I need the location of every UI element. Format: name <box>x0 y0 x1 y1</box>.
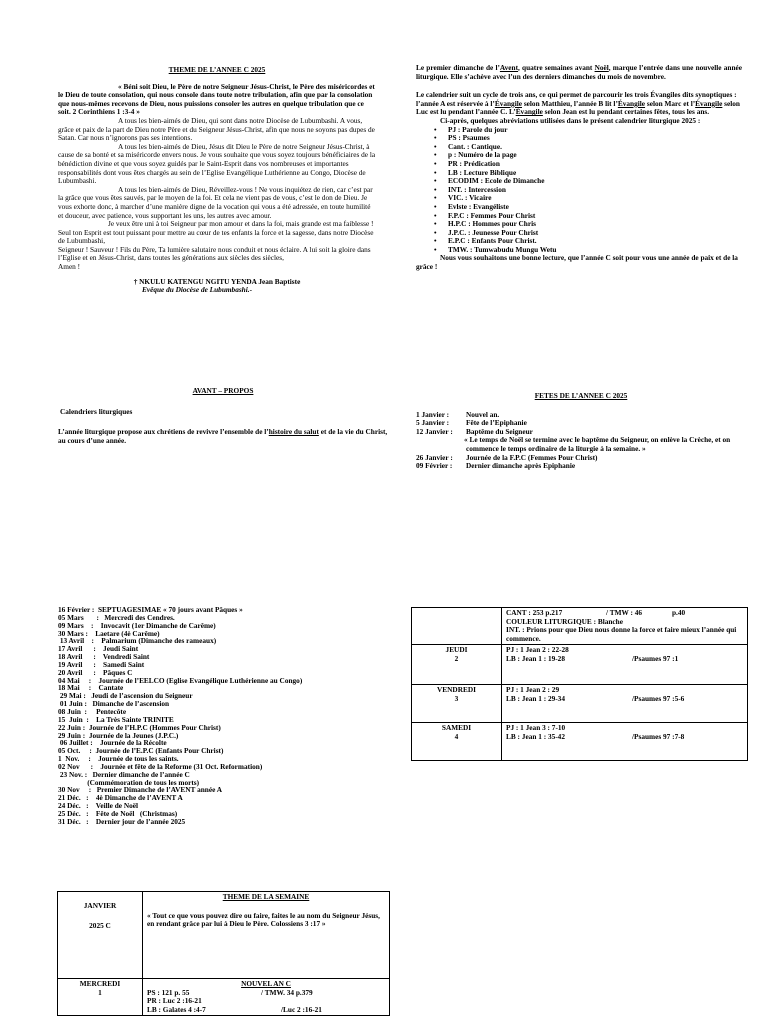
abbreviation-list <box>416 126 742 255</box>
psalm-reading: /Psaumes 97 :7-8 <box>632 731 685 741</box>
day-name: MERCREDI <box>79 979 121 988</box>
feast-name: Journée de la F.P.C (Femmes Pour Christ) <box>466 452 598 462</box>
fetes-title: FETES DE L’ANNEE C 2025 <box>534 391 628 400</box>
tmw-reading: / TMW : 46 <box>606 608 643 617</box>
feast-list-item: 29 Juin : Journée de la Jeunes (J.P.C.) <box>58 730 179 740</box>
feast-list-item: 21 Déc. : 4è Dimanche de l’AVENT A <box>58 793 183 803</box>
abbreviation-item: • PS : Psaumes <box>448 134 742 143</box>
theme-paragraph: A tous les bien-aimés de Dieu, Jésus dit Dieu le Père de notre Seigneur Jésus-Christ, à cause de sa bonté et sa miséricorde envers nous. Je vous souhaite que vous soyez toujours bénéficiaires de la bénédiction divine et que vous soyez guidés par le Saint-Esprit dans vos nombreuses et importantes responsabilités dont vous êtes chargés au sein de l’Eglise Evangélique Luthérienne au Congo, Diocèse de Lubumbashi. <box>58 141 376 186</box>
evangile-link[interactable]: Évangile <box>515 107 543 117</box>
feast-list-item: 25 Déc. : Fête de Noël (Christmas) <box>58 808 178 818</box>
feast-list-item: 02 Nov : Journée et fête de la Reforme (31 Oct. Reformation) <box>58 761 263 771</box>
psalm-reading: PS : 121 p. 55 <box>147 987 190 997</box>
day-readings <box>502 645 748 685</box>
intercession: INT. : Prions pour que Dieu nous donne la force et faire mieux l’année qui commence. <box>506 625 737 643</box>
liturgical-color: COULEUR LITURGIQUE : Blanche <box>506 616 623 626</box>
feast-list-item: 04 Mai : Journée de l’EELCO (Eglise Evangélique Luthérienne au Congo) <box>58 675 303 685</box>
feast-list-item: 08 Juin : Pentecôte <box>58 706 127 716</box>
avant-propos-paragraph: L’année liturgique propose aux chrétiens de revivre l’ensemble de l’histoire du salut et de la vie du Christ, au cours d’une année. <box>58 427 388 445</box>
abbreviation-item: • p : Numéro de la page <box>448 151 742 160</box>
psalm-reading: /Psaumes 97 :1 <box>632 653 679 663</box>
fetes-section <box>416 392 746 471</box>
avant-propos-subtitle: Calendriers liturgiques <box>60 406 133 416</box>
psalm-reading: /Psaumes 97 :5-6 <box>632 693 685 703</box>
feast-list-item: 06 Juillet : Journée de la Récolte <box>58 738 167 748</box>
day-readings <box>502 723 748 761</box>
feast-list-item: 30 Nov : Premier Dimanche de l’AVENT année A <box>58 785 223 795</box>
noel-link[interactable]: Noël <box>594 63 609 72</box>
feast-list-item: 19 Avril : Samedi Saint <box>58 659 145 669</box>
feast-list-item: 16 Février : SEPTUAGESIMAE « 70 jours avant Pâques » <box>58 605 243 614</box>
feast-list-item: 13 Avril : Palmarium (Dimanche des rameaux) <box>58 636 217 646</box>
day-number: 2 <box>454 653 459 663</box>
feast-list-item: 20 Avril : Pâques C <box>58 667 133 677</box>
day-cell <box>58 979 143 1016</box>
signature-name: † NKULU KATENGU NGITU YENDA Jean Baptiste <box>133 276 301 286</box>
feast-list-item: 22 Juin : Journée de l’H.P.C (Hommes Pour Christ) <box>58 722 221 732</box>
feast-list-item: 01 Juin : Dimanche de l’ascension <box>58 699 170 709</box>
bible-reading: LB : Jean 1 : 19-28 <box>506 653 565 663</box>
word-of-day: PJ : 1 Jean 2 : 29 <box>506 685 560 695</box>
feast-list-item: 17 Avril : Jeudi Saint <box>58 644 139 654</box>
fetes-quote: « Le temps de Noël se termine avec le baptême du Seigneur, on enlève la Crèche, et on commence le temps ordinaire de la liturgie à la semaine. » <box>464 435 731 453</box>
tmw-page: p.40 <box>672 608 686 617</box>
theme-paragraph: A tous les bien-aimés de Dieu, Réveillez-vous ! Ne vous inquiétez de rien, car c’est par la grâce que vous êtes sauvés, par le moyen de la foi. Et cela ne vient pas de vous, c’est le don de Dieu. Je vous exhorte donc, à marcher d’une manière digne de la vocation qui vous a été adressée, en toute humilité et douceur, avec patience, vous supportant les uns, les autres avec amour. <box>58 184 373 220</box>
theme-paragraph: Seigneur ! Sauveur ! Fils du Père, Ta lumière salutaire nous conduit et nous éclaire. A lui soit la gloire dans l’Eglise et en Jésus-Christ, dans toutes les générations aux siècles des siècles, <box>58 244 371 263</box>
day-readings <box>502 685 748 723</box>
day-number: 1 <box>98 987 102 997</box>
week-theme-title: THEME DE LA SEMAINE <box>222 892 310 901</box>
day-name: JEUDI <box>445 645 468 655</box>
evangile-link[interactable]: Évangile <box>695 98 723 108</box>
week-table <box>57 891 390 1016</box>
word-of-day: PJ : 1 Jean 3 : 7-10 <box>506 723 566 733</box>
abbr-intro: Ci-après, quelques abréviations utilisées dans le présent calendrier liturgique 2025 : <box>440 115 701 125</box>
feast-date: 1 Janvier : <box>416 409 450 419</box>
month-label: JANVIER <box>83 901 117 910</box>
feast-list-item: 18 Mai : Cantate <box>58 683 124 693</box>
feast-date: 09 Février : <box>416 461 453 471</box>
feast-list-item: 05 Oct. : Journée de l’E.P.C (Enfants Pour Christ) <box>58 746 224 756</box>
week-theme-cell <box>143 892 390 979</box>
feast-name: Baptême du Seigneur <box>466 426 533 436</box>
cant-cell <box>502 608 748 645</box>
day-cell <box>412 685 502 723</box>
feast-list-item: 18 Avril : Vendredi Saint <box>58 652 150 662</box>
cant-reading: CANT : 253 p.217 <box>506 608 563 617</box>
tmw-reading: / TMW. 34 p.379 <box>261 987 313 997</box>
day-number: 4 <box>454 731 459 741</box>
abbreviation-item: • J.P.C. : Jeunesse Pour Christ <box>448 229 742 238</box>
day-title: NOUVEL AN C <box>241 979 291 988</box>
avent-link[interactable]: Avent <box>499 63 519 72</box>
month-cell <box>58 892 143 979</box>
avant-propos-section <box>58 387 388 445</box>
feast-list-item: 30 Mars : Laetare (4è Carême) <box>58 628 160 638</box>
feasts-list <box>58 606 388 826</box>
bible-reading: LB : Galates 4 :4-7 <box>147 1004 206 1014</box>
abbreviation-item: • VIC. : Vicaire <box>448 194 742 203</box>
feast-row <box>416 462 746 471</box>
feast-date: 5 Janvier : <box>416 418 450 428</box>
feast-name: Dernier dimanche après Epiphanie <box>466 461 576 471</box>
theme-paragraph: A tous les bien-aimés de Dieu, qui sont dans notre Diocèse de Lubumbashi. A vous, grâce et paix de la part de Dieu notre Père et du Seigneur Jésus-Christ, afin que nous ne soyons pas dupes de Satan. Car nous n’ignorons pas ses intentions. <box>58 115 375 143</box>
feast-date: 12 Janvier : <box>416 426 453 436</box>
week-theme-text: « Tout ce que vous pouvez dire ou faire, faites le au nom du Seigneur Jésus, en rendant grâce par lui à Dieu le Père. Colossiens 3 :17 » <box>147 910 380 929</box>
signature-title: Evêque du Diocèse de Lubumbashi.- <box>141 285 253 295</box>
theme-paragraph: Seul ton Esprit est tout puissant pour mettre au cœur de tes enfants la force et la sagesse, dans notre Diocèse de Lubumbashi, <box>58 227 374 246</box>
abbreviation-item: • LB : Lecture Biblique <box>448 169 742 178</box>
avant-propos-title: AVANT – PROPOS <box>192 386 254 395</box>
day-cell-empty <box>412 608 502 645</box>
day-cell <box>412 645 502 685</box>
feast-list-item: 24 Déc. : Veille de Noël <box>58 801 139 811</box>
preaching-reading: PR : Luc 2 :16-21 <box>147 996 202 1006</box>
feast-list-item: 09 Mars : Invocavit (1er Dimanche de Carême) <box>58 620 216 630</box>
calendar-intro-section <box>416 64 742 272</box>
theme-intro: « Béni soit Dieu, le Père de notre Seigneur Jésus-Christ, le Père des miséricordes et le Dieu de toute consolation, qui nous console dans toute notre tribulation, afin que par la consolation que nous-mêmes recevons de Dieu, nous puissions consoler les autres en quelque tribulation que ce soit. 2 Corinthiens 1 :3-4 » <box>58 81 375 117</box>
days-table <box>411 607 748 761</box>
histoire-link[interactable]: histoire du salut <box>268 427 319 437</box>
abbreviation-item: • PR : Prédication <box>448 160 742 169</box>
theme-section <box>58 66 376 295</box>
luc-reading: /Luc 2 :16-21 <box>281 1004 322 1014</box>
abbreviation-item: • Evlste : Evangéliste <box>448 203 742 212</box>
bible-reading: LB : Jean 1 : 29-34 <box>506 693 565 703</box>
day-name: SAMEDI <box>441 723 472 733</box>
abbreviation-item: • E.P.C : Enfants Pour Christ. <box>448 237 742 246</box>
feast-date: 26 Janvier : <box>416 452 453 462</box>
feast-name: Fête de l’Epiphanie <box>466 418 527 428</box>
day-number: 3 <box>454 693 459 703</box>
feast-list-item: 31 Déc. : Dernier jour de l’année 2025 <box>58 816 186 826</box>
abbreviation-item: • Cant. : Cantique. <box>448 143 742 152</box>
day-readings <box>143 979 390 1016</box>
day-cell <box>412 723 502 761</box>
abbreviation-item: • H.P.C : Hommes pour Chris <box>448 220 742 229</box>
feast-list-item: 23 Nov. : Dernier dimanche de l’année C <box>58 769 190 779</box>
evangile-link[interactable]: Évangile <box>617 98 646 108</box>
evangile-link[interactable]: Évangile <box>494 98 522 108</box>
abbreviation-item: • F.P.C : Femmes Pour Christ <box>448 212 742 221</box>
intro-paragraph: Le premier dimanche de l’Avent, quatre semaines avant Noël, marque l’entrée dans une nouvelle année liturgique. Elle s’achève avec l’un des derniers dimanches du mois de novembre. <box>416 63 742 81</box>
feast-list-item: 15 Juin : La Très Sainte TRINITE <box>58 714 174 724</box>
theme-paragraph: Amen ! <box>58 262 81 272</box>
bible-reading: LB : Jean 1 : 35-42 <box>506 731 565 741</box>
feast-name: Nouvel an. <box>466 409 500 419</box>
abbreviation-item: • ECODIM : Ecole de Dimanche <box>448 177 742 186</box>
wish-paragraph: Nous vous souhaitons une bonne lecture, que l’année C soit pour vous une année de paix et de la grâce ! <box>416 253 738 272</box>
word-of-day: PJ : 1 Jean 2 : 22-28 <box>506 645 569 655</box>
abbreviation-item: • INT. : Intercession <box>448 186 742 195</box>
feast-list-item: 05 Mars : Mercredi des Cendres. <box>58 612 175 622</box>
intro-paragraph: Le calendrier suit un cycle de trois ans, ce qui permet de parcourir les trois Évangiles dits synoptiques : l’année A est réservée à l’Évangile selon Matthieu, l’année B lit l’Évangile selon Marc et l’Évangile selon Luc est lu pendant l’année C. L’Évangile selon Jean est lu pendant certaines fêtes, tous les ans. <box>416 90 740 117</box>
theme-paragraph: Je veux être uni à toi Seigneur par mon amour et dans la foi, mais grande est ma faiblesse ! <box>108 219 374 229</box>
feast-list-item: (Commémoration de tous les morts) <box>58 777 200 787</box>
day-name: VENDREDI <box>437 685 476 695</box>
year-label: 2025 C <box>89 920 111 930</box>
abbreviation-item: • TMW. : Tumwabudu Mungu Wetu <box>448 246 742 255</box>
feast-list-item: 1 Nov. : Journée de tous les saints. <box>58 754 179 764</box>
abbreviation-item: • PJ : Parole du jour <box>448 126 742 135</box>
theme-title: THEME DE L’ANNEE C 2025 <box>168 65 266 74</box>
feast-list-item: 29 Mai : Jeudi de l’ascension du Seigneur <box>58 691 193 701</box>
